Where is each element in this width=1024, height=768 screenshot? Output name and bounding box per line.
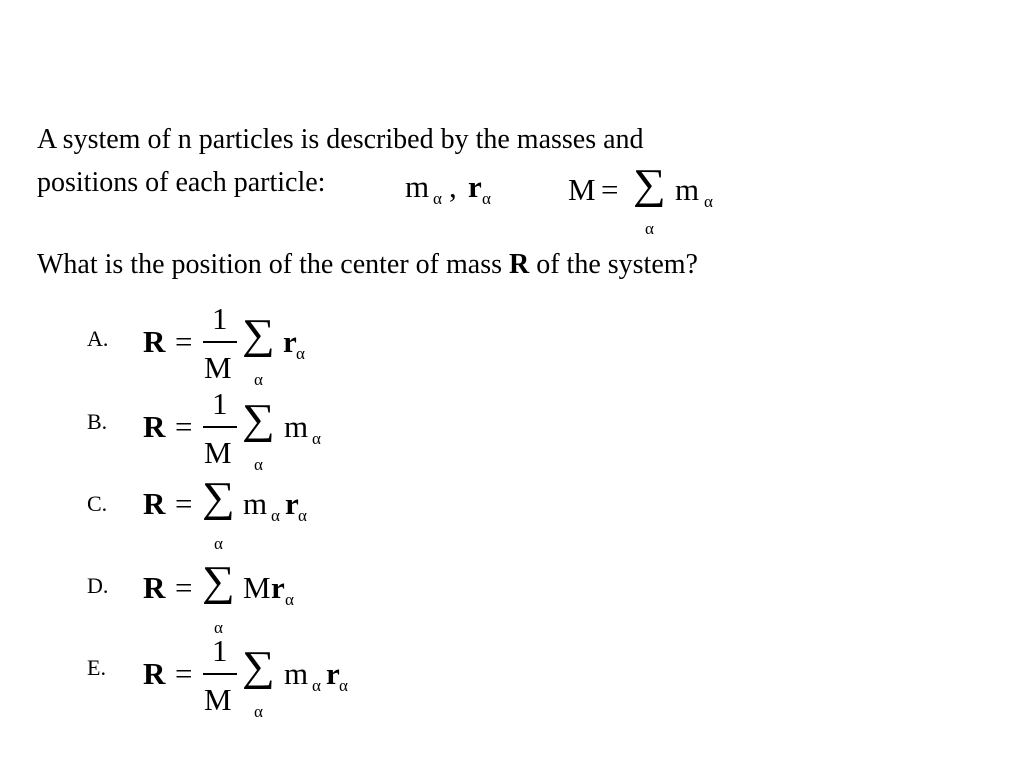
center-of-mass-symbol: R xyxy=(143,656,166,691)
summation-index: α xyxy=(645,219,654,238)
option-b-label: B. xyxy=(87,409,108,434)
fraction-denominator: M xyxy=(204,682,232,717)
question xyxy=(37,251,698,279)
question-text: What is the position of the center of mass xyxy=(37,249,502,280)
equals-sign: = xyxy=(175,409,193,444)
summation-index: α xyxy=(214,618,223,637)
fraction-numerator: 1 xyxy=(212,301,228,336)
comma: , xyxy=(449,169,457,204)
question-text-end: of the system? xyxy=(536,249,698,280)
option-c-label: C. xyxy=(87,491,108,516)
center-of-mass-symbol: R xyxy=(143,324,166,359)
position-vector-symbol: r xyxy=(283,324,297,359)
option-e-label: E. xyxy=(87,655,106,680)
summation-symbol: ∑ xyxy=(242,642,275,690)
mass-symbol: m xyxy=(675,172,700,207)
position-vector-symbol: r xyxy=(285,486,299,521)
summation-symbol: ∑ xyxy=(633,160,666,208)
total-mass-symbol: M xyxy=(243,570,271,605)
equals-sign: = xyxy=(175,656,193,691)
alpha-subscript: α xyxy=(704,192,713,211)
summation-index: α xyxy=(254,702,263,721)
mass-symbol: m xyxy=(284,409,309,444)
fraction-numerator: 1 xyxy=(212,386,228,421)
equals-sign: = xyxy=(175,570,193,605)
mass-symbol: m xyxy=(405,169,430,204)
alpha-subscript: α xyxy=(339,676,348,695)
center-of-mass-symbol: R xyxy=(143,409,166,444)
center-of-mass-symbol: R xyxy=(509,249,530,280)
center-of-mass-symbol: R xyxy=(143,570,166,605)
summation-symbol: ∑ xyxy=(202,557,235,605)
alpha-subscript: α xyxy=(271,506,280,525)
fraction-bar xyxy=(203,673,237,675)
alpha-subscript: α xyxy=(312,676,321,695)
summation-symbol: ∑ xyxy=(242,310,275,358)
summation-index: α xyxy=(214,534,223,553)
fraction-bar xyxy=(203,426,237,428)
equals-sign: = xyxy=(175,324,193,359)
equals-sign: = xyxy=(601,172,619,207)
fraction-denominator: M xyxy=(204,350,232,385)
mass-symbol: m xyxy=(243,486,268,521)
fraction-denominator: M xyxy=(204,435,232,470)
alpha-subscript: α xyxy=(285,590,294,609)
alpha-subscript: α xyxy=(482,189,491,208)
summation-index: α xyxy=(254,370,263,389)
position-vector-symbol: r xyxy=(468,169,482,204)
summation-symbol: ∑ xyxy=(242,395,275,443)
option-d-label: D. xyxy=(87,573,109,598)
alpha-subscript: α xyxy=(298,506,307,525)
option-a-label: A. xyxy=(87,326,109,351)
intro-line-2: positions of each particle: xyxy=(37,167,326,198)
equals-sign: = xyxy=(175,486,193,521)
total-mass-symbol: M xyxy=(568,172,596,207)
alpha-subscript: α xyxy=(296,344,305,363)
position-vector-symbol: r xyxy=(326,656,340,691)
summation-symbol: ∑ xyxy=(202,473,235,521)
fraction-bar xyxy=(203,341,237,343)
summation-index: α xyxy=(254,455,263,474)
alpha-subscript: α xyxy=(312,429,321,448)
fraction-numerator: 1 xyxy=(212,633,228,668)
intro-line-1: A system of n particles is described by the masses and xyxy=(37,124,644,155)
center-of-mass-symbol: R xyxy=(143,486,166,521)
mass-symbol: m xyxy=(284,656,309,691)
position-vector-symbol: r xyxy=(271,570,285,605)
alpha-subscript: α xyxy=(433,189,442,208)
